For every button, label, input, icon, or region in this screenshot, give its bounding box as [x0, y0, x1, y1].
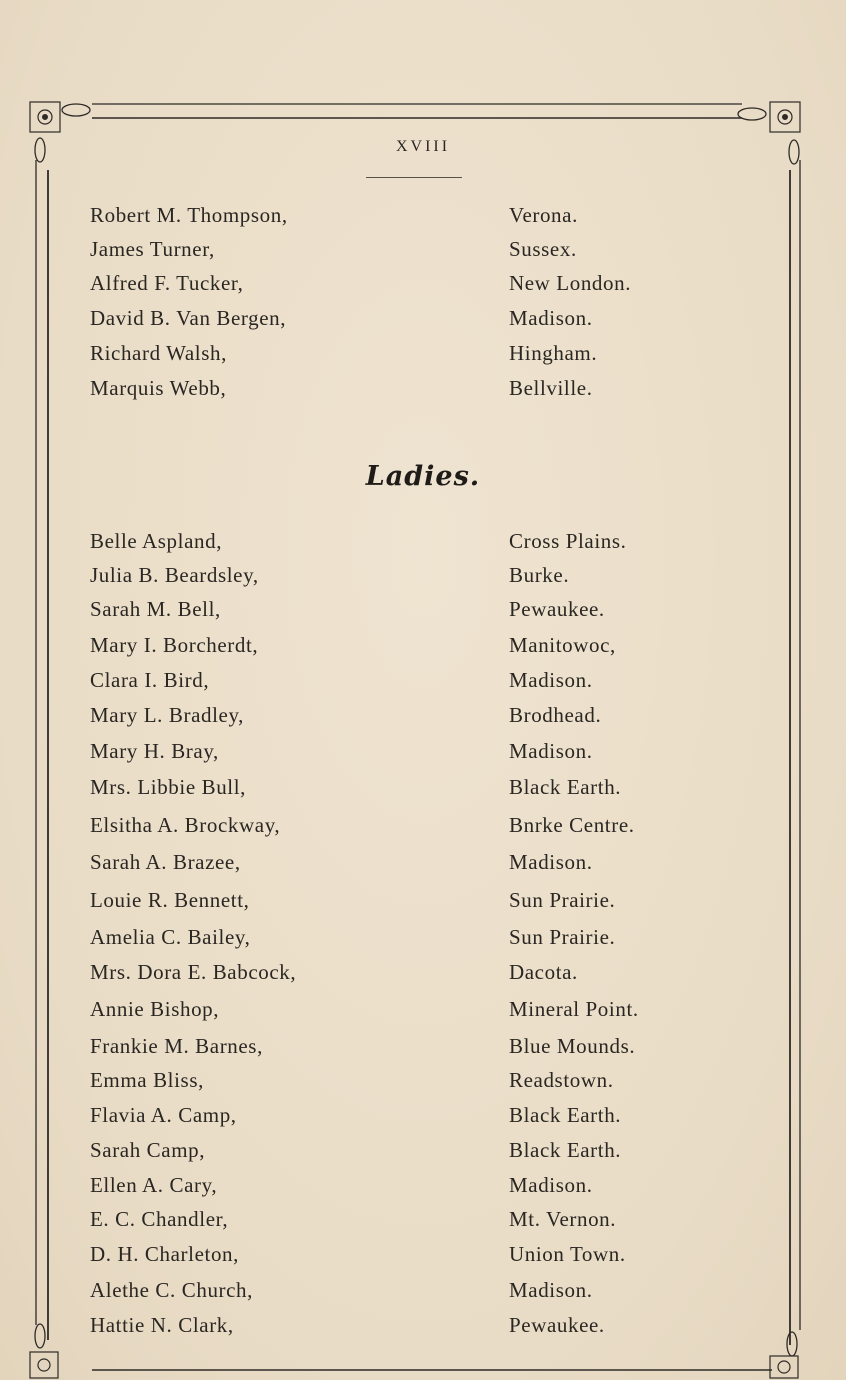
- person-name: Hattie N. Clark,: [90, 1313, 234, 1337]
- town-name: Black Earth.: [509, 775, 622, 799]
- town-name: Mt. Vernon.: [509, 1207, 617, 1231]
- list-item: [0, 376, 846, 406]
- person-name: Sarah A. Brazee,: [90, 850, 241, 874]
- person-name: Robert M. Thompson,: [90, 203, 288, 227]
- person-name: Frankie M. Barnes,: [90, 1034, 263, 1058]
- town-name: Sun Prairie.: [509, 888, 616, 912]
- person-name: Mrs. Libbie Bull,: [90, 775, 247, 799]
- list-item: [0, 703, 846, 733]
- town-name: Blue Mounds.: [509, 1034, 636, 1058]
- list-item: [0, 1068, 846, 1098]
- list-item: [0, 850, 846, 880]
- town-name: Black Earth.: [509, 1138, 622, 1162]
- person-name: Belle Aspland,: [90, 529, 223, 553]
- list-item: [0, 997, 846, 1027]
- town-name: Black Earth.: [509, 1103, 622, 1127]
- town-name: Mineral Point.: [509, 997, 639, 1021]
- list-item: [0, 1103, 846, 1133]
- person-name: Amelia C. Bailey,: [90, 925, 251, 949]
- town-name: Madison.: [509, 1278, 593, 1302]
- list-item: [0, 775, 846, 805]
- town-name: Madison.: [509, 739, 593, 763]
- town-name: Cross Plains.: [509, 529, 627, 553]
- list-item: [0, 563, 846, 593]
- list-item: [0, 1313, 846, 1343]
- list-item: [0, 668, 846, 698]
- town-name: Sun Prairie.: [509, 925, 616, 949]
- person-name: Ellen A. Cary,: [90, 1173, 218, 1197]
- town-name: Brodhead.: [509, 703, 602, 727]
- list-item: [0, 1207, 846, 1237]
- person-name: Clara I. Bird,: [90, 668, 210, 692]
- town-name: Pewaukee.: [509, 1313, 605, 1337]
- town-name: Madison.: [509, 668, 593, 692]
- list-item: [0, 237, 846, 267]
- town-name: Union Town.: [509, 1242, 626, 1266]
- person-name: Richard Walsh,: [90, 341, 227, 365]
- person-name: Flavia A. Camp,: [90, 1103, 237, 1127]
- section-heading-ladies: Ladies.: [365, 461, 481, 492]
- page-number: XVIII: [395, 138, 451, 155]
- person-name: Mary L. Bradley,: [90, 703, 245, 727]
- person-name: Sarah Camp,: [90, 1138, 206, 1162]
- list-item: [0, 633, 846, 663]
- person-name: Mrs. Dora E. Babcock,: [90, 960, 297, 984]
- town-name: Bellville.: [509, 376, 593, 400]
- town-name: Pewaukee.: [509, 597, 605, 621]
- town-name: Hingham.: [509, 341, 598, 365]
- person-name: D. H. Charleton,: [90, 1242, 239, 1266]
- list-item: [0, 1242, 846, 1272]
- list-item: [0, 271, 846, 301]
- list-item: [0, 888, 846, 918]
- town-name: Manitowoc,: [509, 633, 616, 657]
- person-name: Emma Bliss,: [90, 1068, 204, 1092]
- town-name: Sussex.: [509, 237, 577, 261]
- person-name: Mary H. Bray,: [90, 739, 219, 763]
- list-item: [0, 1034, 846, 1064]
- person-name: Alfred F. Tucker,: [90, 271, 244, 295]
- list-item: [0, 306, 846, 336]
- list-item: [0, 960, 846, 990]
- person-name: David B. Van Bergen,: [90, 306, 287, 330]
- list-item: [0, 1278, 846, 1308]
- town-name: Verona.: [509, 203, 578, 227]
- list-item: [0, 813, 846, 843]
- list-item: [0, 203, 846, 233]
- list-item: [0, 739, 846, 769]
- person-name: Julia B. Beardsley,: [90, 563, 259, 587]
- town-name: Madison.: [509, 850, 593, 874]
- list-item: [0, 1138, 846, 1168]
- person-name: Louie R. Bennett,: [90, 888, 250, 912]
- person-name: Marquis Webb,: [90, 376, 227, 400]
- town-name: Burke.: [509, 563, 570, 587]
- person-name: E. C. Chandler,: [90, 1207, 229, 1231]
- person-name: Elsitha A. Brockway,: [90, 813, 281, 837]
- person-name: Mary I. Borcherdt,: [90, 633, 259, 657]
- list-item: [0, 1173, 846, 1203]
- town-name: Dacota.: [509, 960, 578, 984]
- town-name: Readstown.: [509, 1068, 614, 1092]
- heading-rule: [366, 177, 462, 178]
- town-name: Madison.: [509, 306, 593, 330]
- list-item: [0, 597, 846, 627]
- person-name: Sarah M. Bell,: [90, 597, 221, 621]
- list-item: [0, 925, 846, 955]
- person-name: Annie Bishop,: [90, 997, 220, 1021]
- town-name: New London.: [509, 271, 632, 295]
- town-name: Madison.: [509, 1173, 593, 1197]
- list-item: [0, 341, 846, 371]
- list-item: [0, 529, 846, 559]
- person-name: James Turner,: [90, 237, 215, 261]
- town-name: Bnrke Centre.: [509, 813, 635, 837]
- person-name: Alethe C. Church,: [90, 1278, 254, 1302]
